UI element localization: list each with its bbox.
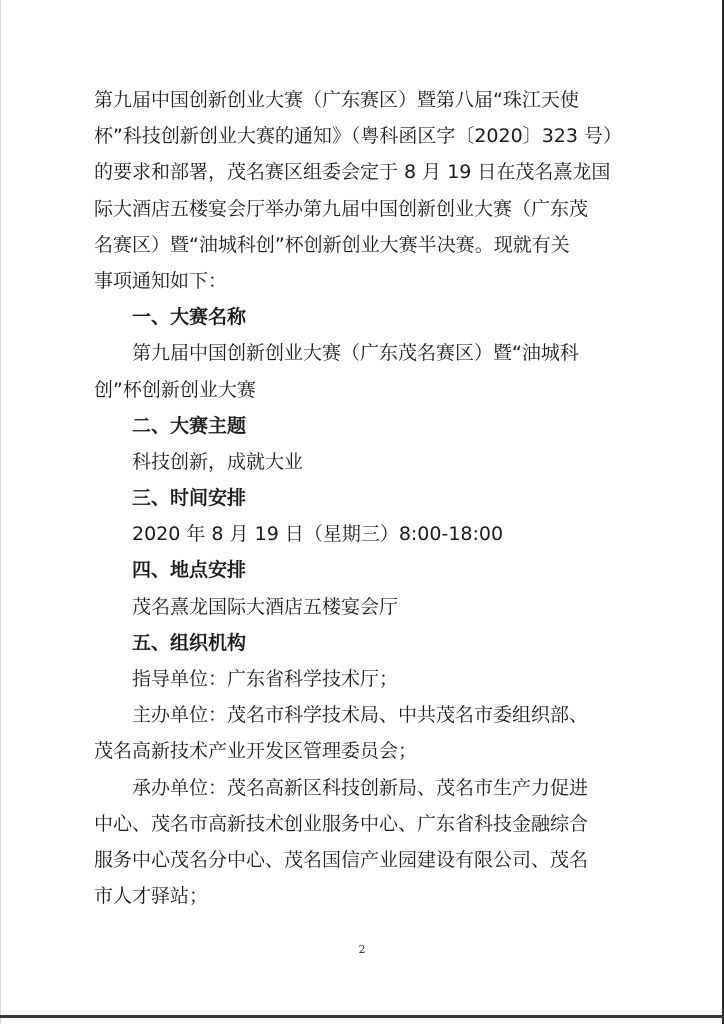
body-line: 承办单位：茂名高新区科技创新局、茂名市生产力促进 <box>132 776 589 799</box>
body-line: 的要求和部署，茂名赛区组委会定于 8 月 19 日在茂名熹龙国 <box>94 161 611 184</box>
body-line: 2020 年 8 月 19 日（星期三）8:00-18:00 <box>132 523 504 546</box>
body-line: 主办单位：茂名市科学技术局、中共茂名市委组织部、 <box>132 704 589 727</box>
body-line: 创”杯创新创业大赛 <box>94 378 256 401</box>
body-line: 事项通知如下： <box>94 269 228 292</box>
body-line: 杯”科技创新创业大赛的通知》（粤科函区字〔2020〕323 号） <box>94 125 623 148</box>
section-heading-venue: 四、地点安排 <box>132 559 247 582</box>
body-line: 名赛区）暨“油城科创”杯创新创业大赛半决赛。现就有关 <box>94 233 570 256</box>
body-line: 第九届中国创新创业大赛（广东赛区）暨第八届“珠江天使 <box>94 89 579 111</box>
section-heading-theme: 二、大赛主题 <box>132 414 247 437</box>
body-line: 际大酒店五楼宴会厅举办第九届中国创新创业大赛（广东茂 <box>94 197 589 220</box>
scan-edge-bottom <box>0 1015 724 1018</box>
section-heading-organization: 五、组织机构 <box>132 631 247 654</box>
body-line: 茂名高新技术产业开发区管理委员会； <box>94 740 418 763</box>
section-heading-competition-name: 一、大赛名称 <box>132 306 247 329</box>
body-line: 科技创新，成就大业 <box>132 450 304 473</box>
body-line: 中心、茂名市高新技术创业服务中心、广东省科技金融综合 <box>94 812 589 835</box>
page-number: 2 <box>358 943 366 956</box>
body-line: 指导单位：广东省科学技术厅； <box>132 668 399 690</box>
document-body <box>94 82 634 914</box>
body-line: 服务中心茂名分中心、茂名国信产业园建设有限公司、茂名 <box>94 848 589 871</box>
section-heading-schedule: 三、时间安排 <box>132 487 247 510</box>
body-line: 市人才驿站； <box>94 885 209 908</box>
scan-edge-left <box>0 0 1 1024</box>
body-line: 茂名熹龙国际大酒店五楼宴会厅 <box>132 595 399 618</box>
body-line: 第九届中国创新创业大赛（广东茂名赛区）暨“油城科 <box>132 342 579 365</box>
